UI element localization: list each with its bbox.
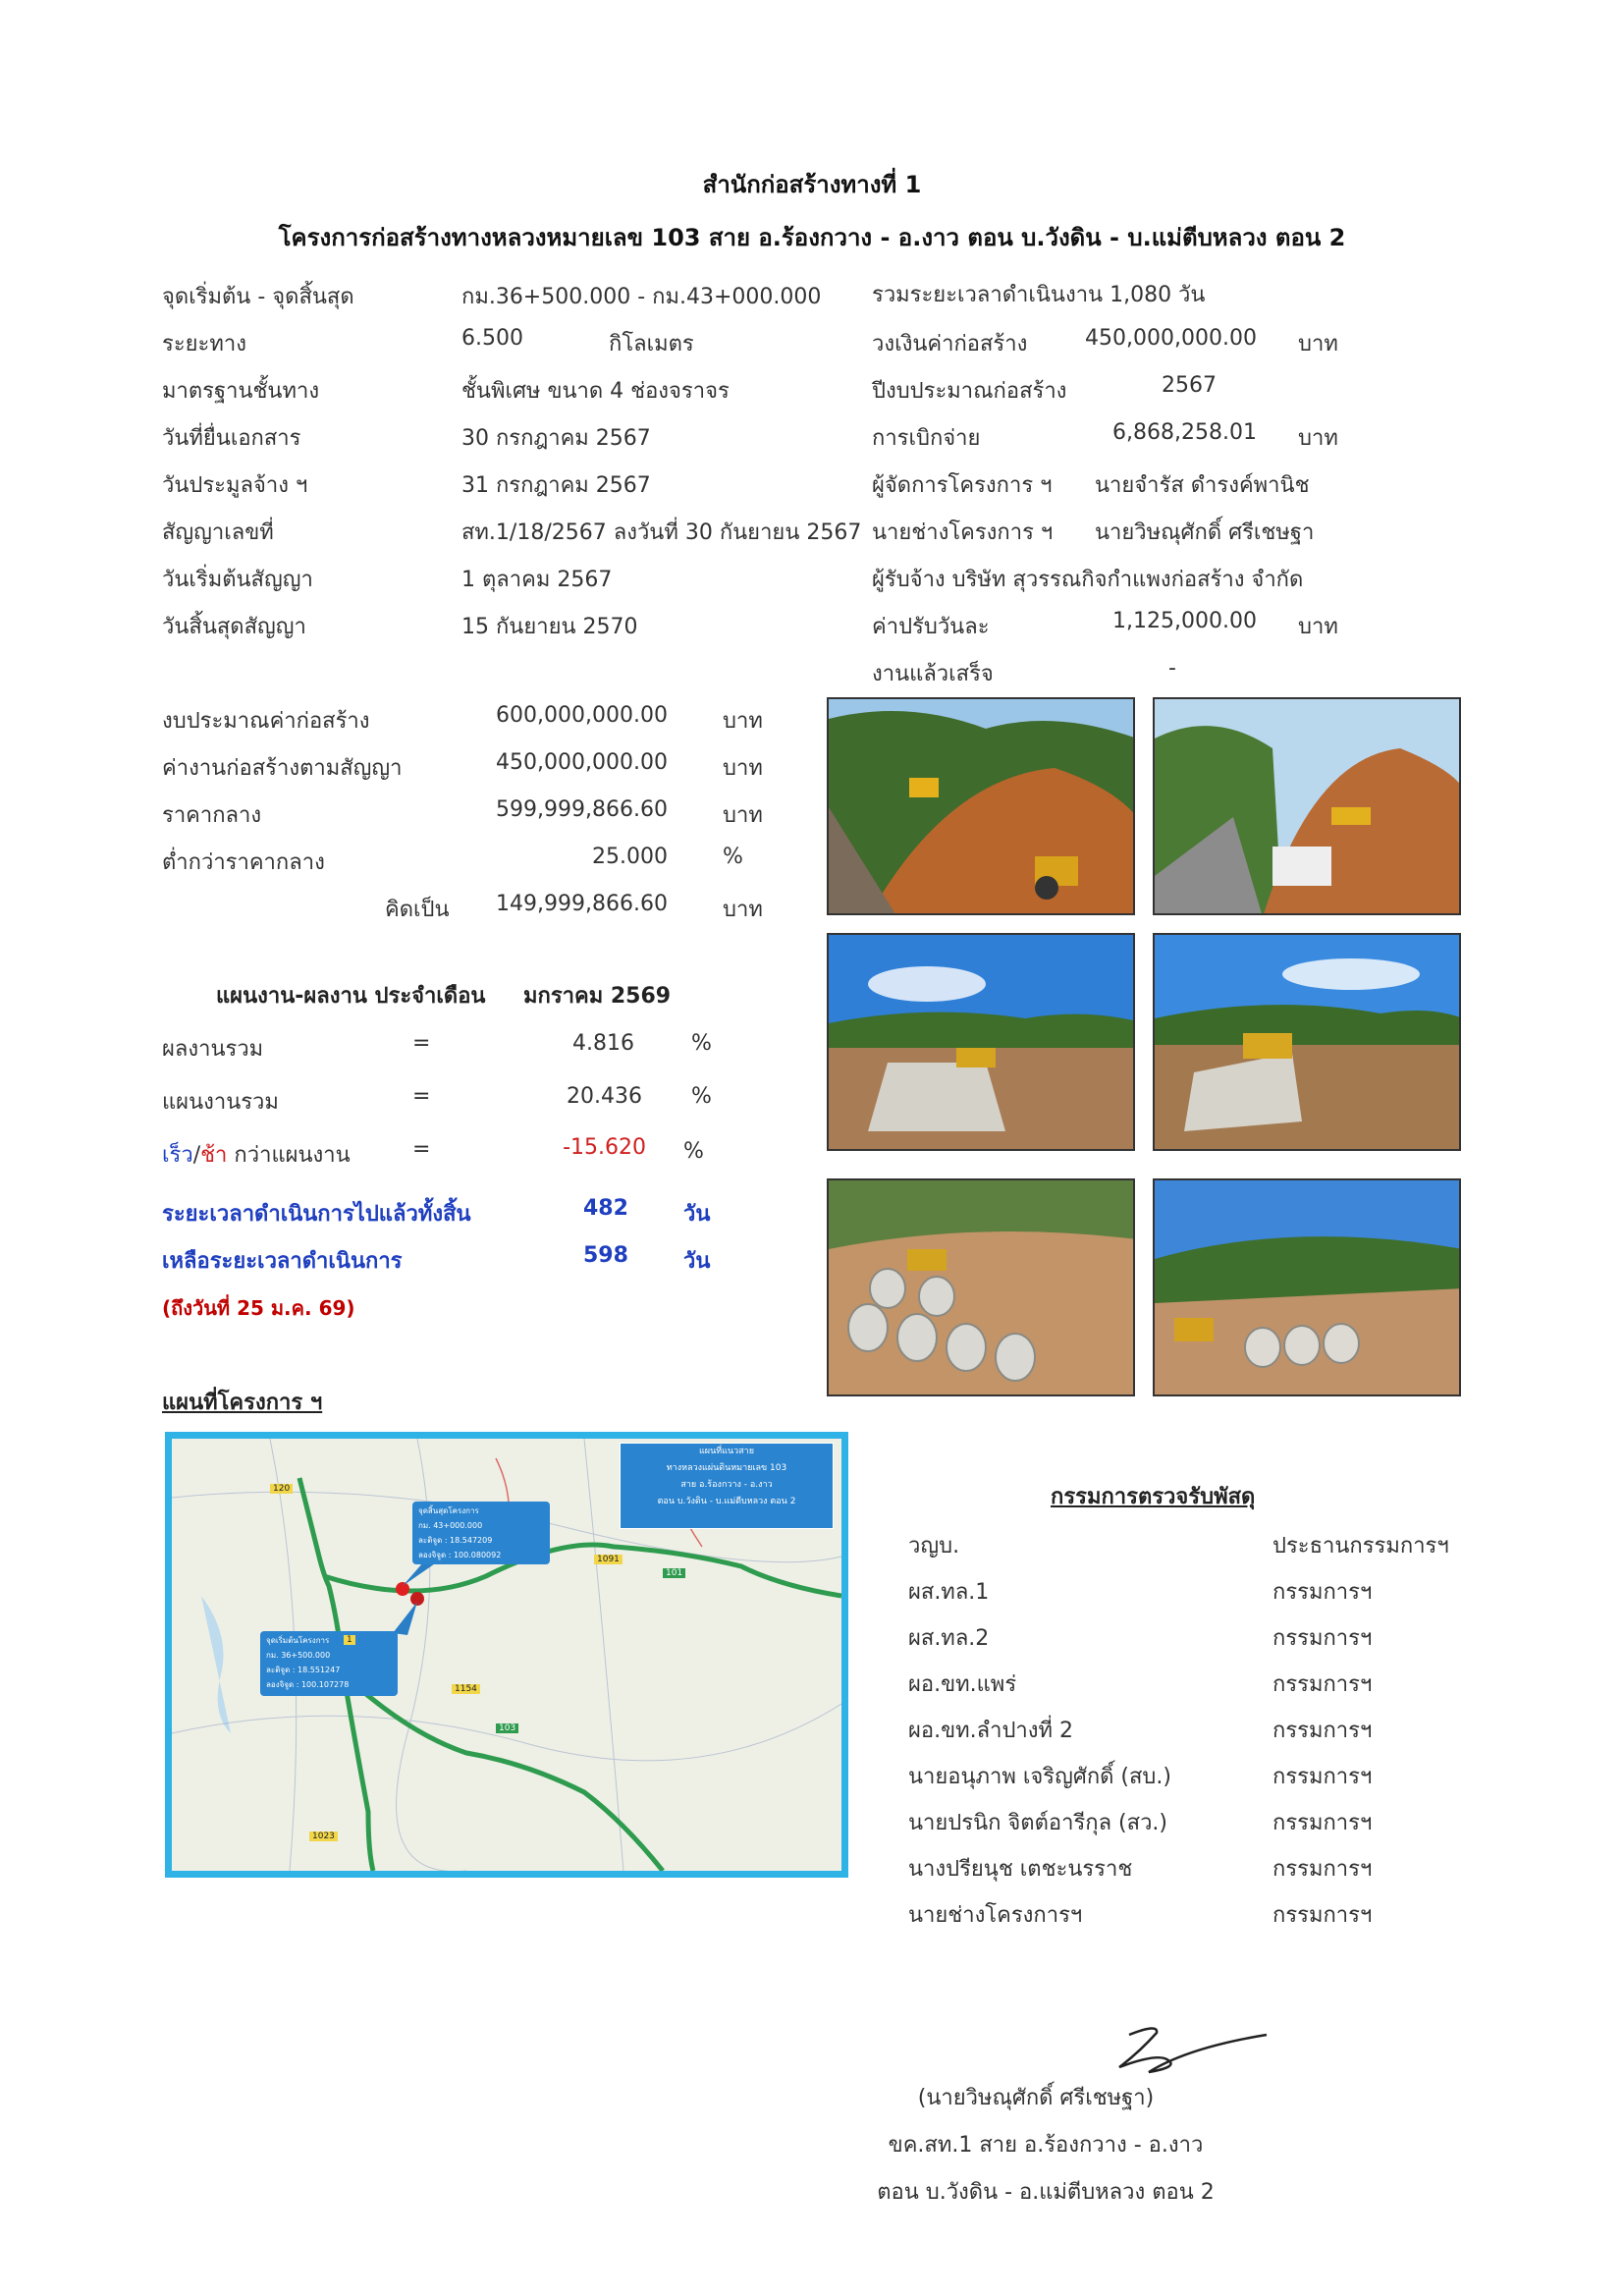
remaining-value: 598 bbox=[583, 1243, 628, 1268]
route-badge: 1154 bbox=[452, 1684, 480, 1694]
committee-role: ประธานกรรมการฯ bbox=[1272, 1534, 1449, 1558]
committee-role: กรรมการฯ bbox=[1272, 1811, 1373, 1835]
info-label: ผู้รับจ้าง บริษัท สุวรรณกิจกำแพงก่อสร้าง จำกัด bbox=[872, 568, 1304, 592]
budget-value: 450,000,000.00 bbox=[496, 750, 668, 775]
info-label: งานแล้วเสร็จ bbox=[872, 662, 994, 686]
site-photo-culvert-2 bbox=[1153, 933, 1461, 1151]
info-label: ปีงบประมาณก่อสร้าง bbox=[872, 379, 1067, 404]
progress-value: 20.436 bbox=[567, 1084, 642, 1109]
as-of-date: (ถึงวันที่ 25 ม.ค. 69) bbox=[162, 1296, 355, 1320]
info-value: - bbox=[1168, 656, 1176, 681]
map-legend-line: ตอน บ.วังดิน - บ.แม่ตีบหลวง ตอน 2 bbox=[657, 1497, 796, 1506]
signer-section: ตอน บ.วังดิน - อ.แม่ตีบหลวง ตอน 2 bbox=[877, 2180, 1215, 2205]
budget-label: ราคากลาง bbox=[162, 803, 262, 828]
progress-unit: % bbox=[691, 1031, 712, 1056]
elapsed-value: 482 bbox=[583, 1196, 628, 1221]
committee-role: กรรมการฯ bbox=[1272, 1626, 1373, 1651]
budget-unit: บาท bbox=[723, 803, 763, 828]
route-badge: 101 bbox=[663, 1568, 685, 1578]
progress-value-diff: -15.620 bbox=[563, 1135, 646, 1160]
map-start-line: จุดเริ่มต้นโครงการ bbox=[266, 1636, 330, 1645]
map-heading: แผนที่โครงการ ฯ bbox=[162, 1391, 323, 1415]
project-end-marker bbox=[396, 1582, 409, 1596]
route-badge: 1 bbox=[344, 1635, 355, 1645]
info-value: 6.500 bbox=[461, 326, 523, 351]
map-end-line: จุดสิ้นสุดโครงการ bbox=[418, 1506, 479, 1515]
committee-name: วญบ. bbox=[908, 1534, 960, 1558]
info-value: 15 กันยายน 2570 bbox=[461, 615, 638, 639]
map-end-line: ลองจิจูด : 100.080092 bbox=[418, 1551, 502, 1559]
site-photo-culvert-1 bbox=[827, 933, 1135, 1151]
progress-value: 4.816 bbox=[572, 1031, 634, 1056]
progress-unit: % bbox=[691, 1084, 712, 1109]
map-start-line: ลองจิจูด : 100.107278 bbox=[266, 1680, 350, 1689]
route-badge: 103 bbox=[496, 1723, 518, 1733]
project-start-marker bbox=[410, 1592, 424, 1606]
budget-value: 25.000 bbox=[592, 845, 668, 869]
committee-name: ผอ.ขท.ลำปางที่ 2 bbox=[908, 1719, 1074, 1743]
committee-role: กรรมการฯ bbox=[1272, 1765, 1373, 1789]
route-badge: 1023 bbox=[309, 1831, 338, 1841]
info-value: 2567 bbox=[1162, 373, 1217, 398]
budget-value: 149,999,866.60 bbox=[496, 892, 668, 916]
budget-label: ต่ำกว่าราคากลาง bbox=[162, 850, 325, 875]
info-unit: บาท bbox=[1298, 615, 1338, 639]
info-value: 30 กรกฎาคม 2567 bbox=[461, 426, 651, 451]
map-end-line: ละติจูด : 18.547209 bbox=[418, 1536, 493, 1545]
info-label: ผู้จัดการโครงการ ฯ bbox=[872, 473, 1053, 498]
signature-mark bbox=[1100, 2013, 1276, 2082]
committee-role: กรรมการฯ bbox=[1272, 1580, 1373, 1605]
day-unit: วัน bbox=[683, 1249, 711, 1274]
sep-label: / bbox=[192, 1143, 201, 1168]
map-start-line: กม. 36+500.000 bbox=[266, 1651, 331, 1660]
progress-month: มกราคม 2569 bbox=[523, 984, 672, 1009]
signer-position: ขค.สท.1 สาย อ.ร้องกวาง - อ.งาว bbox=[888, 2133, 1204, 2158]
budget-value: 599,999,866.60 bbox=[496, 797, 668, 822]
map-start-line: ละติจูด : 18.551247 bbox=[266, 1666, 341, 1674]
committee-role: กรรมการฯ bbox=[1272, 1903, 1373, 1928]
info-label: มาตรฐานชั้นทาง bbox=[162, 379, 320, 404]
progress-eq: = bbox=[412, 1031, 431, 1056]
remaining-label: เหลือระยะเวลาดำเนินการ bbox=[162, 1249, 403, 1274]
committee-name: ผส.ทล.1 bbox=[908, 1580, 990, 1605]
committee-name: นางปรียนุช เตชะนรราช bbox=[908, 1857, 1133, 1882]
info-label: รวมระยะเวลาดำเนินงาน 1,080 วัน bbox=[872, 283, 1206, 307]
committee-role: กรรมการฯ bbox=[1272, 1672, 1373, 1697]
committee-heading: กรรมการตรวจรับพัสดุ bbox=[1051, 1485, 1256, 1509]
info-value: 6,868,258.01 bbox=[1112, 420, 1257, 445]
progress-unit: % bbox=[683, 1139, 704, 1164]
progress-label-ahead-behind bbox=[162, 1137, 351, 1172]
info-label: วงเงินค่าก่อสร้าง bbox=[872, 332, 1028, 356]
route-badge: 120 bbox=[270, 1484, 293, 1494]
site-photo-pipes-1 bbox=[827, 1178, 1135, 1396]
signer-name: (นายวิษณุศักดิ์ ศรีเชษฐา) bbox=[917, 2086, 1155, 2110]
info-value: 1,125,000.00 bbox=[1112, 609, 1257, 633]
budget-unit: % bbox=[723, 845, 743, 869]
info-label: วันที่ยื่นเอกสาร bbox=[162, 426, 301, 451]
info-label: วันประมูลจ้าง ฯ bbox=[162, 473, 308, 498]
info-label: ค่าปรับวันละ bbox=[872, 615, 990, 639]
budget-value: 600,000,000.00 bbox=[496, 703, 668, 728]
committee-name: นายปรนิก จิตต์อารีกุล (สว.) bbox=[908, 1811, 1167, 1835]
info-label: นายช่างโครงการ ฯ bbox=[872, 520, 1054, 545]
info-label: วันสิ้นสุดสัญญา bbox=[162, 615, 306, 639]
slow-label: ช้า bbox=[200, 1143, 228, 1168]
committee-name: ผส.ทล.2 bbox=[908, 1626, 990, 1651]
committee-name: นายอนุภาพ เจริญศักดิ์ (สบ.) bbox=[908, 1765, 1171, 1789]
project-title: โครงการก่อสร้างทางหลวงหมายเลข 103 สาย อ.ร้องกวาง - อ.งาว ตอน บ.วังดิน - บ.แม่ตีบหลวง ตอน 2 bbox=[278, 224, 1346, 251]
progress-eq: = bbox=[412, 1084, 431, 1109]
info-unit: บาท bbox=[1298, 426, 1338, 451]
day-unit: วัน bbox=[683, 1202, 711, 1227]
info-label: สัญญาเลขที่ bbox=[162, 520, 274, 545]
budget-unit: บาท bbox=[723, 756, 763, 781]
budget-label: คิดเป็น bbox=[385, 898, 450, 922]
project-map bbox=[165, 1432, 848, 1878]
map-end-callout bbox=[412, 1502, 550, 1564]
committee-name: ผอ.ขท.แพร่ bbox=[908, 1672, 1017, 1697]
info-value: 31 กรกฎาคม 2567 bbox=[461, 473, 651, 498]
progress-label: ผลงานรวม bbox=[162, 1037, 264, 1062]
info-unit: กิโลเมตร bbox=[609, 332, 694, 356]
map-legend-line: ทางหลวงแผ่นดินหมายเลข 103 bbox=[666, 1463, 787, 1473]
map-start-callout bbox=[260, 1631, 398, 1696]
info-value: 1 ตุลาคม 2567 bbox=[461, 568, 613, 592]
budget-unit: บาท bbox=[723, 898, 763, 922]
committee-name: นายช่างโครงการฯ bbox=[908, 1903, 1083, 1928]
map-legend-line: สาย อ.ร้องกวาง - อ.งาว bbox=[680, 1480, 773, 1490]
progress-eq: = bbox=[412, 1137, 431, 1162]
fast-label: เร็ว bbox=[162, 1143, 193, 1168]
site-photo-excavation-2 bbox=[1153, 697, 1461, 915]
budget-label: งบประมาณค่าก่อสร้าง bbox=[162, 709, 370, 734]
committee-role: กรรมการฯ bbox=[1272, 1857, 1373, 1882]
elapsed-label: ระยะเวลาดำเนินการไปแล้วทั้งสิ้น bbox=[162, 1202, 471, 1227]
info-label: วันเริ่มต้นสัญญา bbox=[162, 568, 313, 592]
progress-label: แผนงานรวม bbox=[162, 1090, 279, 1115]
info-value: กม.36+500.000 - กม.43+000.000 bbox=[461, 285, 822, 309]
progress-heading: แผนงาน-ผลงาน ประจำเดือน bbox=[216, 984, 486, 1009]
budget-label: ค่างานก่อสร้างตามสัญญา bbox=[162, 756, 403, 781]
site-photo-excavation-1 bbox=[827, 697, 1135, 915]
site-photo-pipes-2 bbox=[1153, 1178, 1461, 1396]
info-value: นายวิษณุศักดิ์ ศรีเชษฐา bbox=[1095, 520, 1315, 545]
info-value: ชั้นพิเศษ ขนาด 4 ช่องจราจร bbox=[461, 379, 730, 404]
budget-unit: บาท bbox=[723, 709, 763, 734]
route-badge: 1091 bbox=[594, 1555, 623, 1564]
info-unit: บาท bbox=[1298, 332, 1338, 356]
map-legend-line: แผนที่แนวสาย bbox=[699, 1447, 754, 1456]
info-value: 450,000,000.00 bbox=[1085, 326, 1257, 351]
office-title: สำนักก่อสร้างทางที่ 1 bbox=[702, 171, 922, 198]
info-label: การเบิกจ่าย bbox=[872, 426, 981, 451]
map-legend-box bbox=[620, 1443, 834, 1529]
map-end-line: กม. 43+000.000 bbox=[418, 1521, 483, 1530]
info-label: จุดเริ่มต้น - จุดสิ้นสุด bbox=[162, 285, 354, 309]
info-value: นายจำรัส ดำรงค์พานิช bbox=[1095, 473, 1310, 498]
committee-role: กรรมการฯ bbox=[1272, 1719, 1373, 1743]
info-label: ระยะทาง bbox=[162, 332, 246, 356]
info-value: สท.1/18/2567 ลงวันที่ 30 กันยายน 2567 bbox=[461, 520, 862, 545]
rest-label: กว่าแผนงาน bbox=[227, 1143, 351, 1168]
